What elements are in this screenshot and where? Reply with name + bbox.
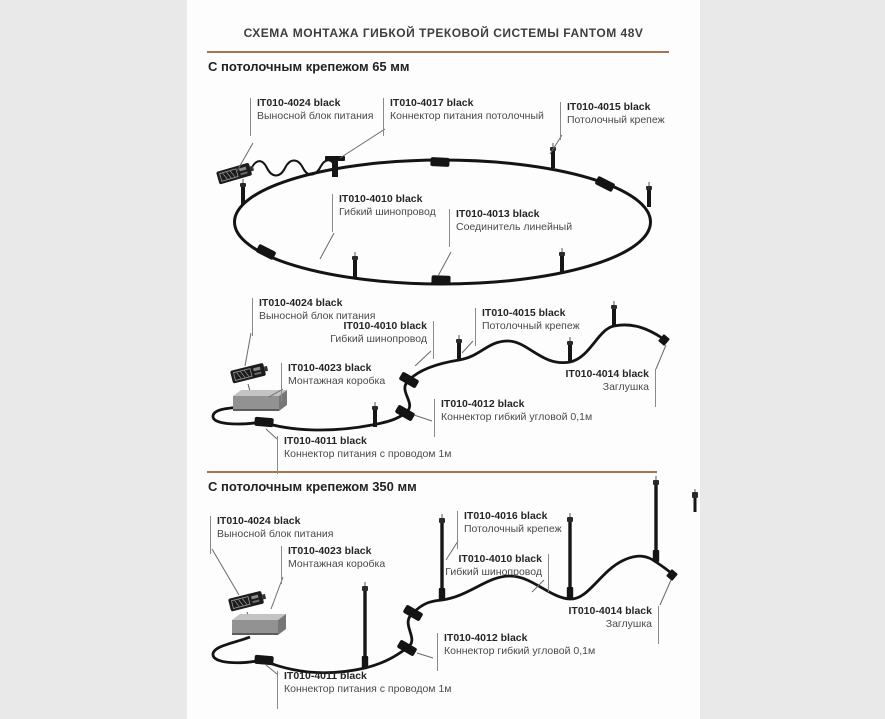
ceiling-rod-icon bbox=[362, 582, 368, 668]
ceiling-mount-icon bbox=[456, 335, 462, 360]
ceiling-rod-icon bbox=[567, 513, 573, 599]
part-label-4011: IT010-4011 black Коннектор питания с проводом 1м bbox=[277, 670, 452, 696]
ceiling-mount-icon bbox=[559, 248, 565, 273]
diagram-sheet bbox=[187, 0, 700, 719]
part-label-4010: IT010-4010 black Гибкий шинопровод bbox=[445, 553, 549, 579]
spare-rod-icon bbox=[692, 489, 698, 512]
part-label-4023: IT010-4023 black Монтажная коробка bbox=[281, 545, 385, 571]
section-2-title: С потолочным крепежом 350 мм bbox=[208, 479, 417, 494]
part-label-4024: IT010-4024 black Выносной блок питания bbox=[250, 97, 373, 123]
mounting-box-icon bbox=[232, 614, 286, 635]
mounting-box-icon bbox=[233, 390, 287, 411]
part-label-4010: IT010-4010 black Гибкий шинопровод bbox=[330, 320, 434, 346]
ceiling-mount-icon bbox=[611, 301, 617, 326]
part-label-4012: IT010-4012 black Коннектор гибкий угловой 0,1м bbox=[434, 398, 592, 424]
part-label-4017: IT010-4017 black Коннектор питания потолочный bbox=[383, 97, 544, 123]
part-label-4015: IT010-4015 black Потолочный крепеж bbox=[475, 307, 580, 333]
ceiling-mount-icon bbox=[567, 337, 573, 362]
part-label-4011: IT010-4011 black Коннектор питания с проводом 1м bbox=[277, 435, 452, 461]
linear-connector-icon bbox=[594, 176, 615, 193]
ceiling-mount-icon bbox=[240, 179, 246, 204]
ceiling-mount-icon bbox=[352, 252, 358, 277]
page-title: СХЕМА МОНТАЖА ГИБКОЙ ТРЕКОВОЙ СИСТЕМЫ FANTOM 48V bbox=[243, 26, 644, 40]
part-label-4015: IT010-4015 black Потолочный крепеж bbox=[560, 101, 665, 127]
part-label-4024: IT010-4024 black Выносной блок питания bbox=[252, 297, 375, 323]
linear-connector-icon bbox=[431, 275, 450, 285]
part-label-4010: IT010-4010 black Гибкий шинопровод bbox=[332, 193, 436, 219]
linear-connector-icon bbox=[430, 157, 449, 167]
linear-connector-icon bbox=[255, 244, 276, 261]
section-1-title: С потолочным крепежом 65 мм bbox=[208, 59, 410, 74]
power-supply-icon bbox=[228, 590, 267, 612]
part-label-4023: IT010-4023 black Монтажная коробка bbox=[281, 362, 385, 388]
power-supply-icon bbox=[230, 362, 269, 384]
part-label-4014: IT010-4014 black Заглушка bbox=[569, 605, 659, 631]
part-label-4014: IT010-4014 black Заглушка bbox=[566, 368, 656, 394]
part-label-4024: IT010-4024 black Выносной блок питания bbox=[210, 515, 333, 541]
ceiling-mount-icon bbox=[646, 182, 652, 207]
part-label-4013: IT010-4013 black Соединитель линейный bbox=[449, 208, 572, 234]
part-label-4012: IT010-4012 black Коннектор гибкий угловой 0,1м bbox=[437, 632, 595, 658]
feed-connector-icon bbox=[254, 655, 274, 666]
flex-track-loop bbox=[235, 160, 651, 284]
ceiling-rod-icon bbox=[439, 514, 445, 600]
feed-connector-icon bbox=[254, 417, 274, 428]
ceiling-rod-icon bbox=[653, 476, 659, 562]
power-supply-icon bbox=[216, 162, 255, 185]
part-label-4016: IT010-4016 black Потолочный крепеж bbox=[457, 510, 562, 536]
